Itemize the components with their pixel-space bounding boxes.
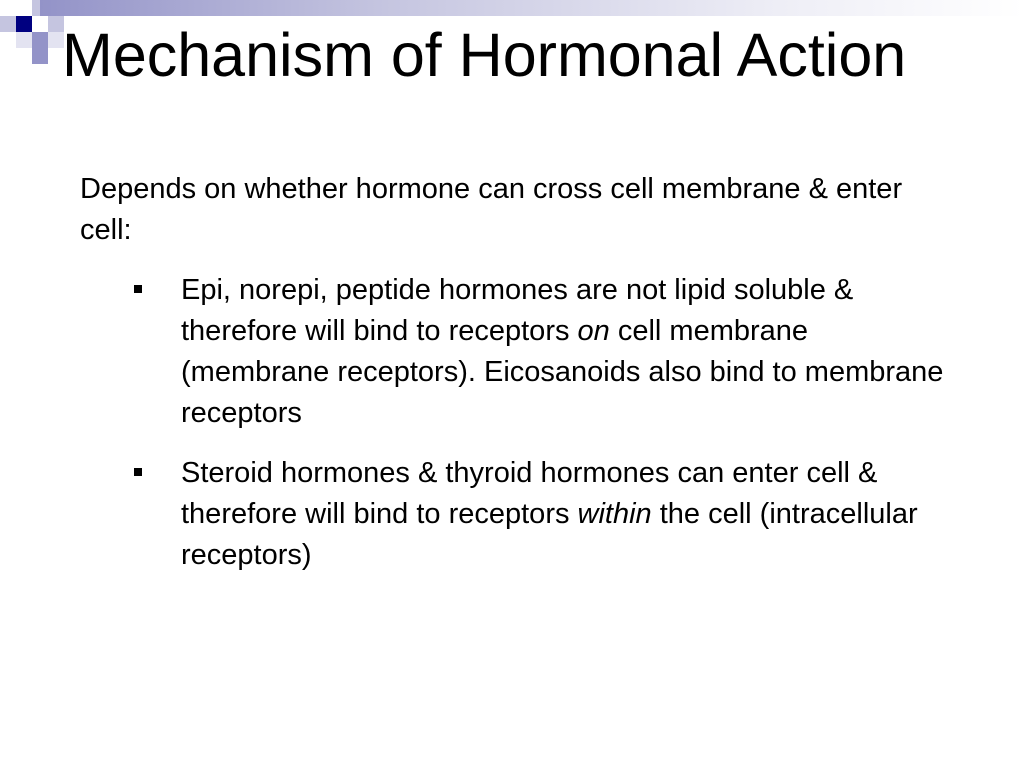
square-bullet-icon xyxy=(134,285,142,293)
slide-body xyxy=(80,169,960,595)
slide-title: Mechanism of Hormonal Action xyxy=(62,21,907,89)
bullet-item-intracellular-receptors xyxy=(80,453,960,576)
bullet-item-membrane-receptors xyxy=(80,270,960,434)
bullet-text: Epi, norepi, peptide hormones are not lipid soluble & therefore will bind to receptors on cell membrane (membrane receptors). Eicosanoids also bind to membrane receptors xyxy=(181,274,944,429)
bullet-text: Steroid hormones & thyroid hormones can enter cell & therefore will bind to receptors within the cell (intracellular receptors) xyxy=(181,457,918,571)
intro-paragraph: Depends on whether hormone can cross cell membrane & enter cell: xyxy=(80,173,903,246)
square-bullet-icon xyxy=(134,468,142,476)
bullet-list xyxy=(80,270,960,576)
emphasis-text: on xyxy=(577,315,610,347)
emphasis-text: within xyxy=(577,498,652,530)
